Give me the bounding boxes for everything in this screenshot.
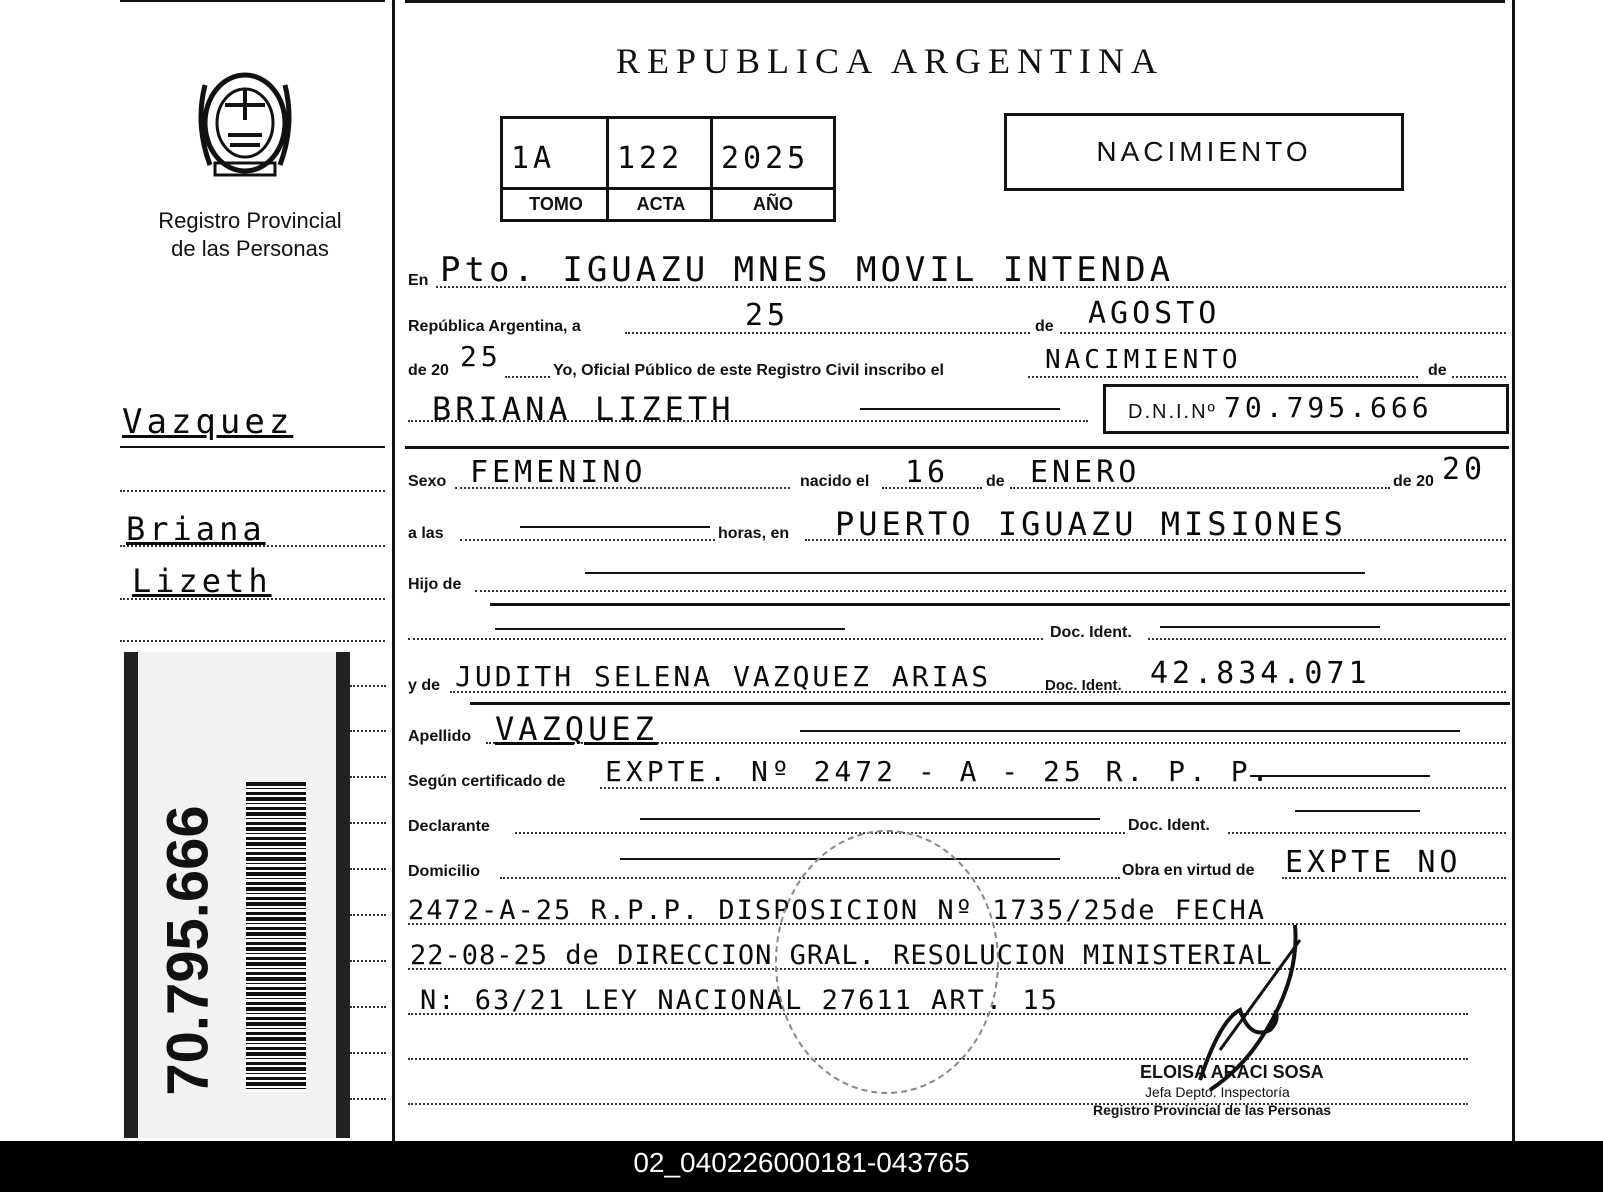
sexo-label: Sexo: [408, 473, 447, 490]
dni-vertical-number: 70.795.666: [155, 805, 221, 1096]
apellido-label: Apellido: [408, 728, 472, 745]
section-divider: [470, 702, 1510, 705]
blank-line: [1250, 775, 1430, 777]
section-divider: [405, 446, 1509, 449]
horas-label: horas, en: [718, 525, 790, 542]
dotted-line: [475, 590, 1506, 592]
sidebar-dotted-line: [350, 685, 386, 687]
sidebar-dotted-line: [120, 545, 385, 547]
scan-code: 02_040226000181-043765: [633, 1147, 970, 1178]
madre-value: JUDITH SELENA VAZQUEZ ARIAS: [455, 660, 992, 693]
document-type-box: [1004, 113, 1404, 191]
registry-name-line2: de las Personas: [171, 236, 329, 261]
sidebar-dotted-line: [350, 776, 386, 778]
lugar-value: PUERTO IGUAZU MISIONES: [835, 505, 1347, 543]
month-value: AGOSTO: [1088, 296, 1221, 331]
madre-doc: 42.834.071: [1150, 656, 1371, 691]
sidebar-first-name: Briana: [126, 510, 266, 548]
official-seal-icon: [775, 830, 999, 1094]
blank-line: [640, 818, 1100, 820]
dotted-line: [1060, 332, 1506, 334]
day-value: 25: [745, 298, 790, 333]
nacido-year: 20: [1442, 452, 1487, 487]
obra-label: Obra en virtud de: [1122, 862, 1255, 879]
tomo-label: TOMO: [529, 194, 583, 214]
observation-line-3: N: 63/21 LEY NACIONAL 27611 ART. 15: [420, 985, 1059, 1016]
blank-line: [800, 730, 1460, 732]
blank-line: [520, 526, 710, 528]
barcode-icon: [246, 782, 306, 1092]
country-title: REPUBLICA ARGENTINA: [615, 41, 1165, 81]
apellido-value: VAZQUEZ: [495, 710, 658, 748]
de-label-3: de: [986, 473, 1005, 490]
record-reference-table: [500, 116, 836, 222]
acta-value: 122: [617, 141, 684, 176]
de-label: de: [1035, 318, 1054, 335]
sidebar-dotted-line: [120, 598, 385, 600]
signer-name: ELOISA ARACI SOSA: [1140, 1062, 1324, 1082]
dni-box: [1103, 384, 1509, 434]
de-label-2: de: [1428, 362, 1447, 379]
nacido-day: 16: [905, 455, 950, 490]
de20-label: de 20: [1393, 473, 1434, 490]
doc-ident-label: Doc. Ident.: [1050, 624, 1132, 641]
sidebar-dotted-line: [350, 914, 386, 916]
segun-value: EXPTE. Nº 2472 - A - 25 R. P. P.: [605, 755, 1273, 788]
sidebar-dotted-line: [350, 1098, 386, 1100]
alas-label: a las: [408, 525, 444, 542]
doc-ident-label-2: Doc. Ident.: [1045, 677, 1122, 694]
obra-value: EXPTE NO: [1285, 845, 1462, 880]
blank-line: [585, 572, 1365, 574]
sidebar-dotted-line: [350, 730, 386, 732]
anio-value: 2025: [721, 141, 810, 176]
acta-label: ACTA: [636, 194, 686, 214]
security-sticker: [124, 652, 350, 1138]
en-label: En: [408, 272, 429, 289]
observation-line-2: 22-08-25 de DIRECCION GRAL. RESOLUCION MINISTERIAL: [410, 940, 1273, 971]
declarante-label: Declarante: [408, 818, 490, 835]
sidebar-surname: Vazquez: [122, 402, 294, 442]
dotted-line: [460, 539, 715, 541]
dotted-line: [505, 376, 550, 378]
dotted-line: [1452, 376, 1506, 378]
sidebar-middle-name: Lizeth: [132, 562, 272, 600]
province-crest-icon: [190, 65, 300, 185]
dotted-line: [408, 420, 1088, 422]
en-value: Pto. IGUAZU MNES MOVIL INTENDA: [440, 250, 1175, 290]
sidebar-divider: [392, 0, 395, 1141]
dotted-line: [1228, 832, 1506, 834]
sidebar-dotted-line: [350, 1006, 386, 1008]
blank-line: [860, 408, 1060, 410]
dotted-line: [625, 332, 1030, 334]
form-top-rule: [405, 0, 1505, 3]
blank-line: [1295, 810, 1420, 812]
form-right-border: [1512, 0, 1515, 1141]
inscribo-value: NACIMIENTO: [1045, 345, 1242, 375]
republica-label: República Argentina, a: [408, 318, 581, 335]
sexo-value: FEMENINO: [470, 455, 647, 490]
observation-line-1: 2472-A-25 R.P.P. DISPOSICION Nº 1735/25de FECHA: [408, 895, 1267, 926]
blank-line: [495, 628, 845, 630]
sidebar-dotted-line: [350, 868, 386, 870]
signer-org: Registro Provincial de las Personas: [1093, 1102, 1332, 1118]
year-prefix-label: de 20: [408, 362, 449, 379]
sidebar-dotted-line: [120, 490, 385, 492]
sidebar-dotted-line: [350, 960, 386, 962]
yo-oficial-label: Yo, Oficial Público de este Registro Civil inscribo el: [553, 362, 944, 379]
dotted-line: [515, 832, 1125, 834]
scan-footer-bar: [0, 1141, 1603, 1192]
yde-label: y de: [408, 677, 441, 694]
child-name: BRIANA LIZETH: [432, 390, 735, 428]
blank-line: [1160, 626, 1380, 628]
dni-value: 70.795.666: [1224, 391, 1433, 424]
dotted-line: [1148, 638, 1506, 640]
sidebar-top-rule: [120, 0, 385, 2]
document-type-label: NACIMIENTO: [1096, 136, 1312, 167]
sidebar-dotted-line: [350, 1052, 386, 1054]
domicilio-label: Domicilio: [408, 863, 481, 880]
year-value: 25: [460, 340, 502, 373]
table-caption-rule: [503, 187, 833, 190]
nacido-month: ENERO: [1030, 455, 1141, 490]
nacido-label: nacido el: [800, 473, 870, 490]
hijo-label: Hijo de: [408, 576, 462, 593]
dni-label: D.N.I.Nº: [1128, 401, 1217, 423]
tomo-value: 1A: [511, 141, 556, 176]
sidebar-dotted-line: [120, 640, 385, 642]
dotted-line: [1028, 376, 1418, 378]
sidebar-surname-rule: [120, 446, 385, 448]
anio-label: AÑO: [753, 194, 793, 214]
blank-line: [490, 603, 1510, 606]
signer-role: Jefa Depto. Inspectoría: [1145, 1084, 1290, 1100]
dotted-line: [408, 638, 1043, 640]
segun-label: Según certificado de: [408, 773, 566, 790]
doc-ident-label-3: Doc. Ident.: [1128, 817, 1210, 834]
registry-name-line1: Registro Provincial: [158, 208, 342, 233]
sidebar-dotted-line: [350, 822, 386, 824]
